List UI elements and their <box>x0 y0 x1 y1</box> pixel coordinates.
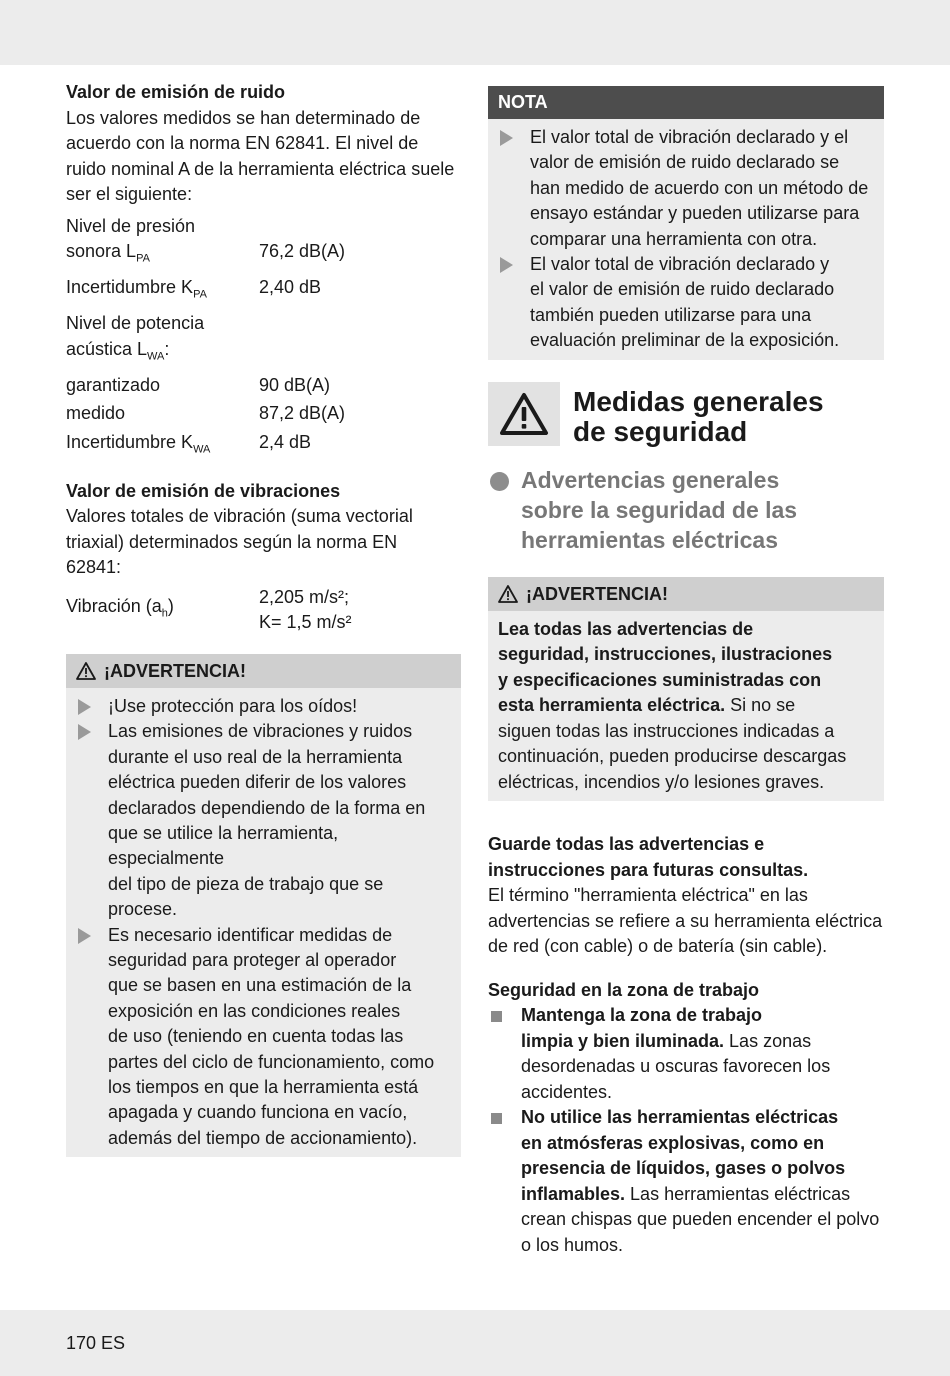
text-line: del tipo de pieza de trabajo que se <box>108 873 384 894</box>
spec-label-text: Vibración (a <box>66 595 162 616</box>
text-line: ruido nominal A de la herramienta eléctrica suele <box>66 158 455 179</box>
page-number: 170 ES <box>66 1333 126 1353</box>
spec-label-text: acústica L <box>66 338 148 359</box>
spec-label <box>66 272 259 308</box>
text-line: que se utilice la herramienta, especialmente <box>108 822 339 869</box>
hazard-icon-box <box>488 382 560 446</box>
text-line: Valores totales de vibración (suma vectorial <box>66 506 413 527</box>
noise-heading: Valor de emisión de ruido <box>66 82 286 102</box>
warning-box-header <box>488 577 884 611</box>
text-line: los tiempos en que la herramienta está <box>108 1076 419 1097</box>
work-area-list <box>488 1003 884 1258</box>
note-box <box>488 86 884 360</box>
text-line: eléctrica pueden diferir de los valores <box>108 772 407 793</box>
warning-title: ¡ADVERTENCIA! <box>526 583 668 604</box>
spec-label <box>66 308 259 370</box>
spec-value <box>259 214 461 273</box>
text-line: procese. <box>108 899 178 920</box>
table-row <box>66 427 461 463</box>
vibration-values-table <box>66 585 461 636</box>
spec-label-text: Incertidumbre K <box>66 431 194 452</box>
text-line: han medido de acuerdo con un método de <box>530 177 869 198</box>
text-line: Es necesario identificar medidas de <box>108 924 393 945</box>
warning-text <box>488 611 884 802</box>
subscript: WA <box>147 350 165 363</box>
arrow-right-icon <box>500 130 513 146</box>
left-column <box>66 80 461 1157</box>
title-line: de seguridad <box>573 415 748 447</box>
table-row <box>66 370 461 399</box>
spec-label-line: Nivel de presión <box>66 215 196 236</box>
note-box-header: NOTA <box>488 86 884 119</box>
square-bullet-icon <box>491 1011 502 1022</box>
spec-value <box>259 585 461 636</box>
spec-label-text: ) <box>167 595 174 616</box>
normal-text: Las herramientas eléctricas <box>625 1183 851 1204</box>
arrow-right-icon <box>78 928 91 944</box>
text-line: crean chispas que pueden encender el polvo <box>521 1209 880 1230</box>
spec-label-text: Incertidumbre K <box>66 277 194 298</box>
subsection-title <box>488 465 884 555</box>
header-band <box>0 0 950 65</box>
text-line: 62841: <box>66 557 122 578</box>
list-item <box>498 125 876 252</box>
spec-value-text: K= 1,5 m/s² <box>259 612 352 633</box>
warning-triangle-icon <box>76 662 96 680</box>
text-line: Guarde todas las advertencias e <box>488 834 765 855</box>
warning-triangle-icon <box>499 392 549 436</box>
text-line: que se basen en una estimación de la <box>108 975 412 996</box>
normal-text: Si no se <box>725 695 796 716</box>
bold-text: limpia y bien iluminada. <box>521 1030 725 1051</box>
text-line: No utilice las herramientas eléctricas <box>521 1107 839 1128</box>
text-line: presencia de líquidos, gases o polvos <box>521 1158 846 1179</box>
text-line: el valor de emisión de ruido declarado <box>530 279 835 300</box>
circle-bullet-icon <box>490 472 509 491</box>
text-line: El término "herramienta eléctrica" en las <box>488 885 808 906</box>
section-title <box>573 382 824 447</box>
noise-values-table <box>66 214 461 463</box>
list-item <box>76 923 453 1152</box>
subscript: PA <box>136 252 150 265</box>
list-item <box>76 694 453 719</box>
text-line <box>521 1182 884 1208</box>
arrow-right-icon <box>500 257 513 273</box>
text-line: Mantenga la zona de trabajo <box>521 1005 763 1026</box>
text-line: triaxial) determinados según la norma EN <box>66 531 398 552</box>
warning-triangle-icon <box>498 585 518 603</box>
list-item <box>488 1003 884 1105</box>
text-line: eléctricas, incendios y/o lesiones graves. <box>498 771 825 792</box>
spec-value: 90 dB(A) <box>259 374 331 395</box>
text-line: comparar una herramienta con otra. <box>530 228 818 249</box>
arrow-right-icon <box>78 699 91 715</box>
table-row <box>66 398 461 427</box>
text-line <box>521 1029 884 1055</box>
text-line: ¡Use protección para los oídos! <box>108 695 358 716</box>
footer-band <box>0 1310 950 1376</box>
spec-label-line: Nivel de potencia <box>66 313 205 334</box>
spec-label <box>66 427 259 463</box>
warning-box-header <box>66 654 461 688</box>
normal-text: Las zonas <box>724 1030 812 1051</box>
text-line: de red (con cable) o de batería (sin cable). <box>488 936 828 957</box>
text-line: o los humos. <box>521 1234 624 1255</box>
table-row <box>66 272 461 308</box>
spec-label-text: : <box>164 338 170 359</box>
text-line: además del tiempo de accionamiento). <box>108 1127 418 1148</box>
vibration-intro <box>66 504 461 581</box>
text-line: advertencias se refiere a su herramienta eléctrica <box>488 910 883 931</box>
arrow-right-icon <box>78 724 91 740</box>
title-line: Advertencias generales <box>521 466 780 493</box>
subscript: h <box>161 607 168 620</box>
noise-intro <box>66 106 461 208</box>
table-row <box>66 214 461 273</box>
list-item <box>498 252 876 354</box>
text-line: durante el uso real de la herramienta <box>108 746 403 767</box>
spec-label <box>66 214 259 273</box>
text-line: Lea todas las advertencias de <box>498 618 754 639</box>
warning-box-vibration <box>66 654 461 1157</box>
text-line: ser el siguiente: <box>66 184 193 204</box>
text-line: en atmósferas explosivas, como en <box>521 1132 825 1153</box>
text-line: Las emisiones de vibraciones y ruidos <box>108 721 413 742</box>
text-line: evaluación preliminar de la exposición. <box>530 330 840 351</box>
spec-label: medido <box>66 403 126 424</box>
text-line: ensayo estándar y pueden utilizarse para <box>530 203 860 224</box>
list-item <box>76 719 453 922</box>
text-line: Los valores medidos se han determinado de <box>66 107 421 128</box>
spec-label-text: sonora L <box>66 241 137 261</box>
spec-label-line <box>66 239 259 272</box>
text-line: El valor total de vibración declarado y el <box>530 127 849 147</box>
warning-title: ¡ADVERTENCIA! <box>104 660 246 681</box>
keep-instructions <box>488 832 884 960</box>
text-line: seguridad para proteger al operador <box>108 949 397 970</box>
text-line: y especificaciones suministradas con <box>498 669 822 690</box>
table-row <box>66 585 461 636</box>
text-line: seguridad, instrucciones, ilustraciones <box>498 644 833 665</box>
note-list <box>488 119 884 360</box>
square-bullet-icon <box>491 1113 502 1124</box>
text-line: continuación, pueden producirse descargas <box>498 746 847 767</box>
text-line <box>498 693 874 719</box>
right-column <box>488 86 884 1258</box>
vibration-heading: Valor de emisión de vibraciones <box>66 480 341 501</box>
spec-value-text: 76,2 dB(A) <box>259 241 346 261</box>
text-line: apagada y cuando funciona en vacío, <box>108 1102 408 1123</box>
spec-value-text: 2,205 m/s²; <box>259 586 350 607</box>
text-line: accidentes. <box>521 1081 613 1102</box>
text-line: de uso (teniendo en cuenta todas las <box>108 1026 404 1047</box>
table-row <box>66 308 461 370</box>
title-line: Medidas generales <box>573 385 824 417</box>
text-line: instrucciones para futuras consultas. <box>488 859 809 880</box>
spec-label-line <box>66 337 259 370</box>
warning-box-general <box>488 577 884 802</box>
bold-text: esta herramienta eléctrica. <box>498 695 726 716</box>
text-line: El valor total de vibración declarado y <box>530 254 830 275</box>
text-line: siguen todas las instrucciones indicadas a <box>498 720 835 741</box>
spec-value <box>259 308 461 370</box>
text-line: desordenadas u oscuras favorecen los <box>521 1056 831 1077</box>
subscript: PA <box>193 288 207 301</box>
spec-label: garantizado <box>66 374 161 395</box>
work-area-heading: Seguridad en la zona de trabajo <box>488 979 760 1000</box>
text-line: partes del ciclo de funcionamiento, como <box>108 1051 435 1072</box>
warning-list <box>66 688 461 1157</box>
text-line: valor de emisión de ruido declarado se <box>530 152 840 173</box>
subscript: WA <box>193 443 211 456</box>
text-line: acuerdo con la norma EN 62841. El nivel de <box>66 133 419 153</box>
spec-label <box>66 585 259 636</box>
spec-value: 87,2 dB(A) <box>259 403 346 424</box>
text-line: exposición en las condiciones reales <box>108 1000 401 1021</box>
section-heading <box>488 382 884 447</box>
text-line: también pueden utilizarse para una <box>530 304 812 325</box>
title-line: herramientas eléctricas <box>521 526 778 553</box>
spec-value: 2,40 dB <box>259 277 322 298</box>
text-line: declarados dependiendo de la forma en <box>108 797 426 818</box>
spec-value: 2,4 dB <box>259 431 312 452</box>
bold-text: inflamables. <box>521 1183 626 1204</box>
list-item <box>488 1105 884 1258</box>
title-line: sobre la seguridad de las <box>521 496 798 523</box>
